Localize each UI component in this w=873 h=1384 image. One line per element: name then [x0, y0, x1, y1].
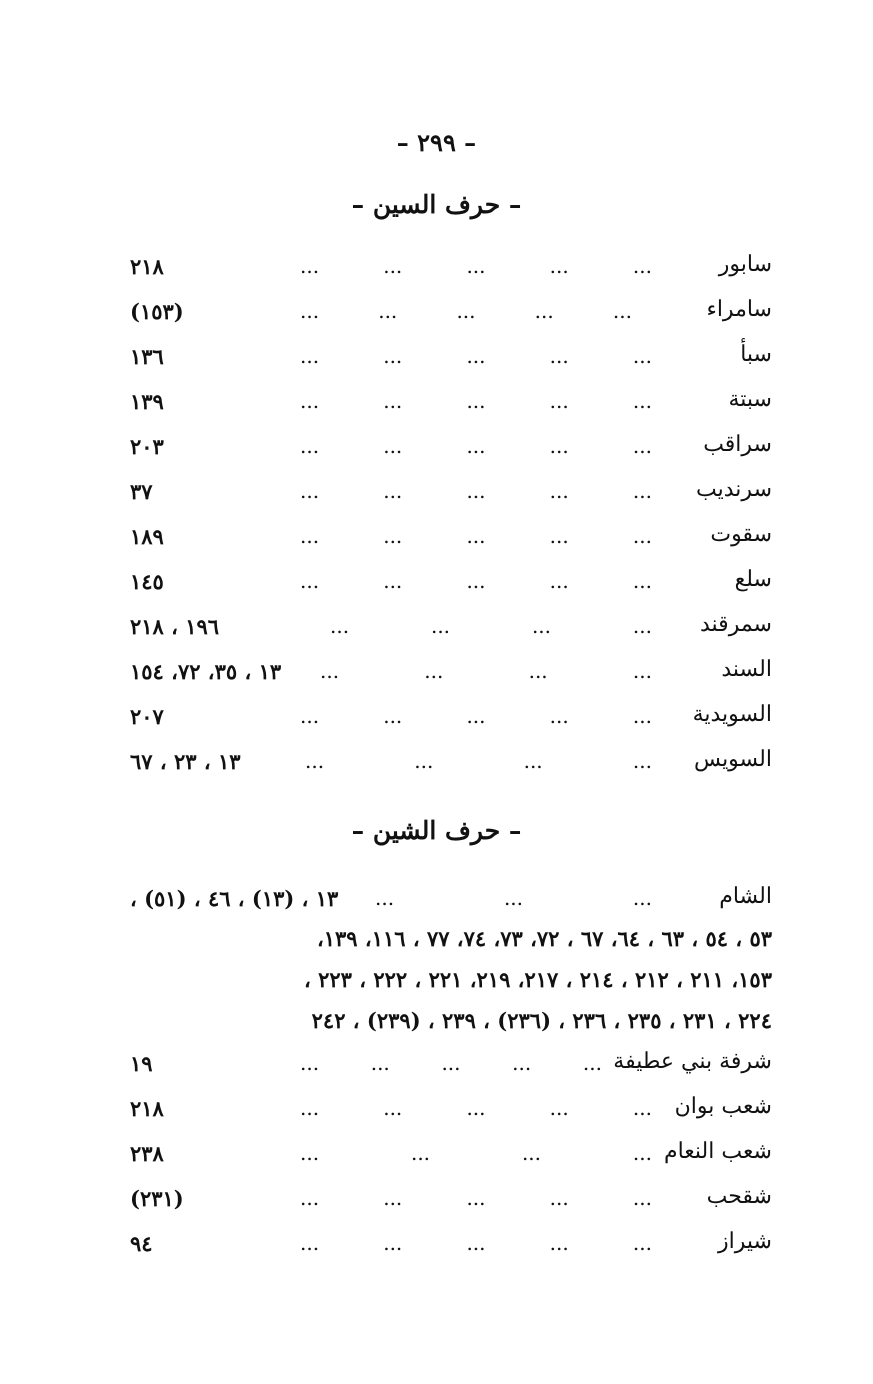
- dot-leader: ... ... ... ... ...: [300, 569, 652, 593]
- dot-leader: ... ... ... ... ...: [300, 434, 652, 458]
- page-references: ١٤٥: [130, 569, 164, 594]
- index-entry: [130, 747, 772, 792]
- page-references-continuation: ٥٣ ، ٥٤ ، ٦٣ ، ٦٤، ٦٧ ، ٧٢، ٧٣، ٧٤، ٧٧ ، ١١٦، ١٣٩،: [316, 926, 772, 951]
- page-references: ٩٤: [130, 1231, 153, 1256]
- page-references: ٢١٨: [130, 1096, 164, 1121]
- page-references: ٢١٨: [130, 254, 164, 279]
- index-list-seen: [130, 252, 772, 792]
- dot-leader: ... ... ... ...: [330, 614, 652, 638]
- place-name: السويدية: [692, 702, 772, 727]
- index-entry: [130, 432, 772, 477]
- index-entry: [130, 1184, 772, 1229]
- dot-leader: ... ... ... ... ...: [300, 299, 632, 323]
- dot-leader: ... ... ... ... ...: [300, 254, 652, 278]
- place-name: سبتة: [728, 387, 772, 412]
- place-name: سلع: [734, 567, 772, 592]
- dot-leader: ... ... ...: [375, 886, 652, 910]
- dot-leader: ... ... ... ... ...: [300, 704, 652, 728]
- place-name: شعب بوان: [674, 1094, 772, 1119]
- place-name: السند: [721, 657, 772, 682]
- page-references: ١٩: [130, 1051, 153, 1076]
- place-name: سامراء: [706, 297, 772, 322]
- index-entry-sham: [130, 884, 772, 926]
- dot-leader: ... ... ... ... ...: [300, 1096, 652, 1120]
- place-name: الشام: [719, 884, 772, 909]
- page-references: (١٥٣): [130, 299, 184, 324]
- dot-leader: ... ... ... ... ...: [300, 479, 652, 503]
- section-heading-sheen: – حرف الشين –: [351, 816, 522, 845]
- place-name: شقحب: [706, 1184, 772, 1209]
- index-entry: [130, 1139, 772, 1184]
- index-entry: [130, 1094, 772, 1139]
- place-name: سراقب: [703, 432, 772, 457]
- page-references-continuation: ٢٢٤ ، ٢٣١ ، ٢٣٥ ، ٢٣٦ ، (٢٣٦) ، ٢٣٩ ، (٢٣٩) ، ٢٤٢: [311, 1008, 772, 1033]
- place-name: سبأ: [740, 342, 772, 367]
- place-name: سقوت: [710, 522, 772, 547]
- page-references: ٢٠٧: [130, 704, 164, 729]
- index-entry: [130, 522, 772, 567]
- dot-leader: ... ... ... ...: [300, 1141, 652, 1165]
- index-entry: [130, 252, 772, 297]
- page-references: ٢٠٣: [130, 434, 164, 459]
- index-entry: [130, 477, 772, 522]
- page-references-continuation: ١٥٣، ٢١١ ، ٢١٢ ، ٢١٤ ، ٢١٧، ٢١٩، ٢٢١ ، ٢٢٢ ، ٢٢٣ ،: [304, 967, 772, 992]
- index-entry: [130, 702, 772, 747]
- page-references: ١٩٦ ، ٢١٨: [130, 614, 220, 639]
- page-references: ١٨٩: [130, 524, 164, 549]
- dot-leader: ... ... ... ...: [305, 749, 652, 773]
- index-entry: [130, 657, 772, 702]
- page-references: ٣٧: [130, 479, 153, 504]
- dot-leader: ... ... ... ...: [320, 659, 652, 683]
- dot-leader: ... ... ... ... ...: [300, 344, 652, 368]
- dot-leader: ... ... ... ... ...: [300, 1186, 652, 1210]
- index-entry: [130, 297, 772, 342]
- place-name: سابور: [718, 252, 772, 277]
- page-references: ٢٣٨: [130, 1141, 164, 1166]
- index-entry: [130, 1049, 772, 1094]
- place-name: شعب النعام: [663, 1139, 772, 1164]
- index-list-sheen: [130, 884, 772, 1274]
- place-name: شيراز: [718, 1229, 772, 1254]
- index-entry: [130, 342, 772, 387]
- page-references: ١٣٩: [130, 389, 164, 414]
- dot-leader: ... ... ... ... ...: [300, 524, 652, 548]
- dot-leader: ... ... ... ... ...: [300, 1231, 652, 1255]
- place-name: شرفة بني عطيفة: [613, 1049, 772, 1074]
- dot-leader: ... ... ... ... ...: [300, 389, 652, 413]
- index-entry: [130, 567, 772, 612]
- page-references: ١٣ ، ٣٥، ٧٢، ١٥٤: [130, 659, 282, 684]
- index-entry: [130, 1229, 772, 1274]
- index-entry: [130, 387, 772, 432]
- page-references: ١٣٦: [130, 344, 164, 369]
- page-references: (٢٣١): [130, 1186, 184, 1211]
- place-name: سرنديب: [696, 477, 772, 502]
- dot-leader: ... ... ... ... ...: [300, 1051, 602, 1075]
- place-name: السويس: [694, 747, 772, 772]
- page-references: ١٣ ، ٢٣ ، ٦٧: [130, 749, 241, 774]
- section-heading-seen: – حرف السين –: [351, 190, 522, 219]
- page-references: ١٣ ، (١٣) ، ٤٦ ، (٥١) ،: [130, 886, 339, 911]
- page-number: – ٢٩٩ –: [396, 128, 477, 157]
- place-name: سمرقند: [700, 612, 772, 637]
- index-entry: [130, 612, 772, 657]
